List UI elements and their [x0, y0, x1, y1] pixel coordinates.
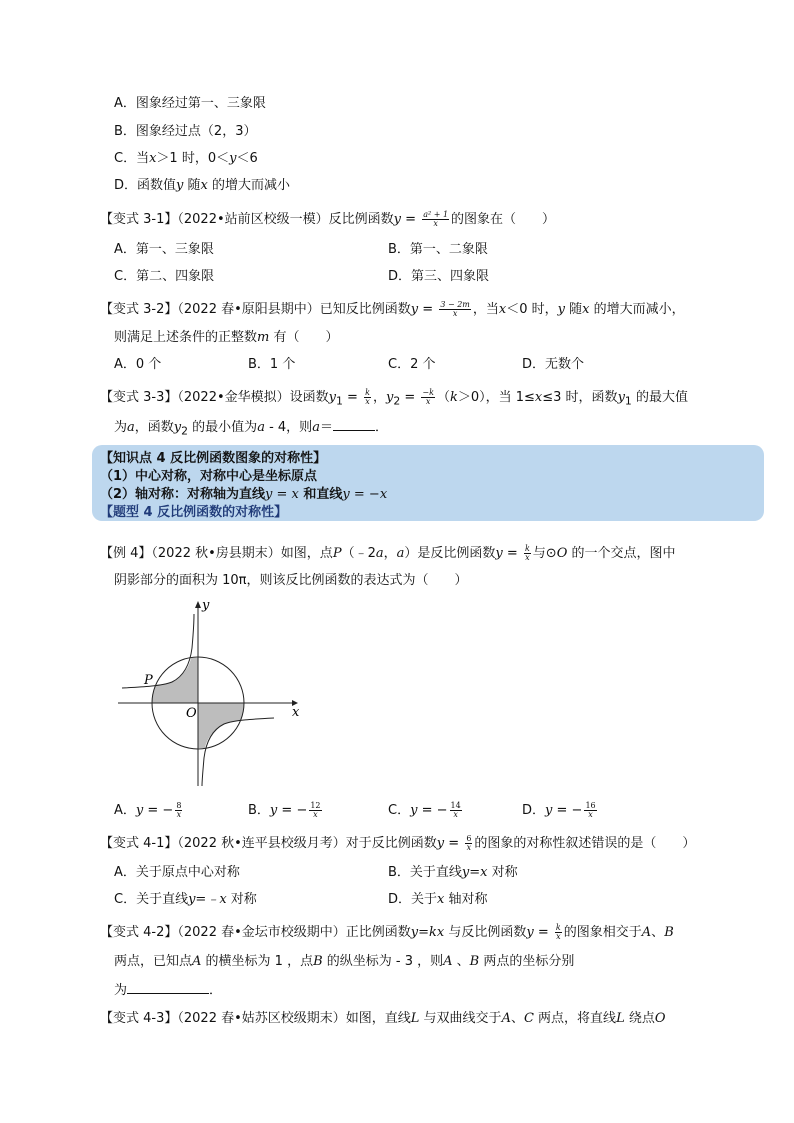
var: y — [393, 212, 402, 227]
text: ＜0 时， — [506, 302, 558, 317]
option-b: B．第一、二象限 — [388, 242, 488, 257]
text: 与反比例函数 — [444, 925, 527, 940]
option-b: B．1 个 — [248, 357, 296, 372]
fraction — [450, 802, 462, 819]
fraction — [421, 389, 435, 406]
question-3-1 — [100, 211, 555, 228]
var: y — [328, 390, 337, 405]
text: 对称 — [487, 865, 518, 880]
text: = − — [143, 803, 174, 818]
numerator: 14 — [450, 801, 461, 810]
var: a — [375, 546, 384, 561]
numerator: k — [524, 544, 530, 553]
text: 的最大值 — [631, 390, 688, 405]
text: 轴对称 — [444, 892, 488, 907]
numerator: 8 — [176, 801, 182, 810]
text: ，函数 — [134, 420, 174, 435]
var: L — [410, 1011, 420, 1026]
fraction — [584, 802, 596, 819]
var: O — [654, 1011, 666, 1026]
denominator: x — [425, 397, 431, 406]
question-4-2 — [100, 924, 674, 941]
text: = — [400, 390, 420, 405]
fraction — [439, 301, 471, 318]
denominator: x — [588, 810, 593, 819]
var: y — [617, 390, 625, 405]
text: = − — [277, 803, 308, 818]
equation: y=﹣x — [188, 892, 227, 907]
tag: 【变式 3-2】 — [100, 302, 178, 317]
text: C． — [388, 803, 411, 818]
denominator: x — [365, 397, 370, 406]
text: - 4，则 — [264, 420, 313, 435]
text: 、 — [510, 1011, 524, 1026]
var: B — [664, 925, 674, 940]
text: 的纵坐标为 - 3 ，则 — [322, 954, 444, 969]
var: a — [396, 546, 405, 561]
subscript: 2 — [181, 424, 189, 438]
example-4 — [100, 545, 676, 562]
denominator: x — [466, 843, 472, 852]
text: = — [502, 546, 522, 561]
text: 设函数 — [289, 390, 329, 405]
question-3-3 — [100, 389, 688, 410]
text: 的图象在（ ） — [451, 212, 556, 227]
text: ＞1 时，0＜ — [156, 151, 230, 166]
text: ＞0），当 1≤ — [457, 390, 535, 405]
var: a — [257, 420, 265, 435]
option-c: C．2 个 — [388, 357, 436, 372]
var: x — [534, 390, 543, 405]
source: （2022 秋•连平县校级月考） — [177, 836, 346, 851]
numerator: 12 — [310, 801, 321, 810]
text: C．当 — [114, 151, 150, 166]
text: 和直线 — [298, 487, 343, 502]
text: ）是反比例函数 — [404, 546, 496, 561]
option-b — [388, 865, 518, 881]
var: x — [200, 178, 208, 193]
knowledge-box — [92, 445, 764, 521]
numerator: −k — [422, 388, 434, 397]
tag: 【变式 4-2】 — [100, 925, 178, 940]
text: = — [342, 390, 363, 405]
numerator: k — [555, 923, 561, 932]
var: O — [556, 546, 568, 561]
var: x — [437, 892, 445, 907]
text: 、 — [651, 925, 665, 940]
text: 对称 — [226, 892, 257, 907]
text: 对于反比例函数 — [345, 836, 437, 851]
text: 正比例函数 — [345, 925, 411, 940]
question-4-2-line3 — [114, 981, 222, 999]
y-axis-arrow — [195, 601, 201, 608]
fraction — [555, 924, 562, 941]
var: y — [410, 803, 418, 818]
text: = — [418, 302, 438, 317]
denominator: x — [556, 932, 561, 941]
text: 为 — [114, 983, 128, 998]
text: 的图象相交于 — [563, 925, 642, 940]
source: （2022•金华模拟） — [177, 390, 290, 405]
text: D．函数值 — [114, 178, 177, 193]
text: 已知反比例函数 — [319, 302, 411, 317]
var: y — [526, 925, 534, 940]
var: y — [176, 178, 184, 193]
denominator: x — [433, 219, 438, 228]
fraction — [422, 211, 449, 228]
source: （2022 春•姑苏区校级期末） — [177, 1011, 346, 1026]
text: ， — [372, 390, 386, 405]
knowledge-point-2 — [100, 487, 387, 503]
var: P — [332, 546, 342, 561]
var: x — [498, 302, 507, 317]
subscript: 2 — [393, 394, 401, 408]
denominator: x — [452, 309, 458, 318]
fraction — [364, 389, 371, 406]
question-3-2-line2 — [114, 330, 338, 346]
var: y — [436, 836, 445, 851]
var: B — [313, 954, 323, 969]
option-b — [248, 802, 324, 819]
text: （ — [436, 390, 450, 405]
var: y — [385, 390, 394, 405]
subscript: 1 — [624, 394, 632, 408]
option-a: A．图象经过第一、三象限 — [114, 96, 266, 111]
numerator: 3 − 2m — [440, 300, 470, 309]
var: x — [582, 302, 590, 317]
var: y — [557, 302, 565, 317]
var: A — [641, 925, 652, 940]
numerator: k — [365, 388, 370, 397]
fraction — [524, 545, 531, 562]
text: ． — [209, 983, 223, 998]
denominator: x — [313, 810, 318, 819]
text: 反比例函数 — [328, 212, 394, 227]
numerator: a² + 1 — [423, 210, 449, 219]
point-p-label: P — [144, 673, 153, 688]
denominator: x — [176, 810, 182, 819]
denominator: x — [525, 553, 530, 562]
var: A — [443, 954, 453, 969]
numerator: 6 — [466, 834, 472, 843]
var: C — [523, 1011, 534, 1026]
equation: y=kx — [410, 925, 445, 940]
text: = − — [417, 803, 448, 818]
source: （2022 春•金坛市校级期中） — [177, 925, 346, 940]
tag: 【变式 4-1】 — [100, 836, 178, 851]
var: k — [449, 390, 458, 405]
option-d — [522, 802, 599, 819]
text: 的最小值为 — [188, 420, 258, 435]
text: B． — [248, 803, 270, 818]
knowledge-point-1: （1）中心对称，对称中心是坐标原点 — [100, 469, 318, 484]
source: （2022 春•原阳县期中） — [177, 302, 320, 317]
text: 的增大而减小 — [207, 178, 290, 193]
subscript: 1 — [336, 394, 343, 408]
var: m — [257, 330, 270, 345]
text: ，当 — [472, 302, 499, 317]
equation: y=x — [461, 865, 488, 880]
option-a — [114, 802, 184, 819]
var: A — [192, 954, 202, 969]
var: L — [616, 1011, 625, 1026]
option-c — [114, 151, 258, 167]
text: = − — [552, 803, 583, 818]
knowledge-title: 【知识点 4 反比例函数图象的对称性】 — [100, 451, 327, 466]
var: y — [410, 302, 419, 317]
text: 、 — [452, 954, 470, 969]
fraction — [175, 802, 182, 819]
question-4-2-line2 — [114, 954, 574, 970]
text: 随 — [183, 178, 201, 193]
text: 两点，已知点 — [114, 954, 193, 969]
text: A． — [114, 803, 136, 818]
var: a — [312, 420, 320, 435]
text: ≤3 时，函数 — [542, 390, 618, 405]
text: B．关于直线 — [388, 865, 462, 880]
text: 绕点 — [624, 1011, 655, 1026]
text: 的增大而减小， — [589, 302, 685, 317]
option-d — [388, 892, 488, 908]
option-a: A．0 个 — [114, 357, 162, 372]
text: 的横坐标为 1 ，点 — [201, 954, 314, 969]
option-b: B．图象经过点（2，3） — [114, 124, 257, 139]
var: y — [173, 420, 182, 435]
text: ＝ — [319, 420, 333, 435]
text: ． — [374, 420, 388, 435]
option-a: A．第一、三象限 — [114, 242, 214, 257]
question-4-1 — [100, 835, 695, 852]
text: = — [533, 925, 553, 940]
option-c — [114, 892, 257, 908]
tag: 【变式 3-3】 — [100, 390, 178, 405]
option-c: C．第二、四象限 — [114, 269, 215, 284]
hyperbola-figure — [112, 596, 312, 790]
text: 两点，将直线 — [533, 1011, 617, 1026]
text: （﹣2 — [341, 546, 376, 561]
option-d — [114, 178, 290, 194]
text: ＜6 — [236, 151, 258, 166]
fraction — [309, 802, 321, 819]
text: 的图象的对称性叙述错误的是（ ） — [474, 836, 696, 851]
denominator: x — [453, 810, 458, 819]
answer-blank[interactable] — [333, 418, 375, 431]
text: ， — [383, 546, 397, 561]
equation: y = −x — [342, 487, 388, 502]
var: y — [229, 151, 237, 166]
question-3-3-line2 — [114, 418, 388, 440]
text: （2）轴对称：对称轴为直线 — [100, 487, 266, 502]
numerator: 16 — [585, 801, 596, 810]
origin-label: O — [186, 706, 197, 721]
axis-label-y: y — [202, 598, 210, 613]
tag: 【变式 4-3】 — [100, 1011, 178, 1026]
example-4-line2: 阴影部分的面积为 10π，则该反比例函数的表达式为（ ） — [114, 573, 468, 588]
option-c — [388, 802, 464, 819]
tag: 【例 4】 — [100, 546, 152, 561]
fraction — [465, 835, 472, 852]
option-d: D．无数个 — [522, 357, 585, 372]
var: B — [469, 954, 480, 969]
axis-label-x: x — [292, 705, 300, 720]
text: C．关于直线 — [114, 892, 189, 907]
question-3-2 — [100, 301, 685, 318]
question-4-3 — [100, 1011, 666, 1027]
var: y — [545, 803, 553, 818]
text: 如图，点 — [280, 546, 333, 561]
source: （2022•站前区校级一模） — [177, 212, 329, 227]
text: 与双曲线交于 — [419, 1011, 502, 1026]
option-a: A．关于原点中心对称 — [114, 865, 240, 880]
text: 有（ ） — [269, 330, 339, 345]
tag: 【变式 3-1】 — [100, 212, 178, 227]
text: 的一个交点，图中 — [567, 546, 676, 561]
text: 为 — [114, 420, 128, 435]
option-d: D．第三、四象限 — [388, 269, 490, 284]
text: 与⊙ — [532, 546, 557, 561]
text: 两点的坐标分别 — [479, 954, 575, 969]
answer-blank[interactable] — [127, 981, 209, 994]
var: y — [495, 546, 503, 561]
var: y — [269, 803, 278, 818]
text: 随 — [565, 302, 583, 317]
text: 则满足上述条件的正整数 — [114, 330, 258, 345]
var: A — [501, 1011, 511, 1026]
text: = — [444, 836, 464, 851]
var: a — [127, 420, 135, 435]
var: y — [135, 803, 144, 818]
source: （2022 秋•房县期末） — [151, 546, 281, 561]
text: 如图，直线 — [345, 1011, 411, 1026]
question-type-title: 【题型 4 反比例函数的对称性】 — [100, 505, 288, 520]
text: D．关于 — [388, 892, 438, 907]
equation: y = x — [265, 487, 299, 502]
text: = — [401, 212, 421, 227]
var: x — [149, 151, 157, 166]
text: D． — [522, 803, 546, 818]
